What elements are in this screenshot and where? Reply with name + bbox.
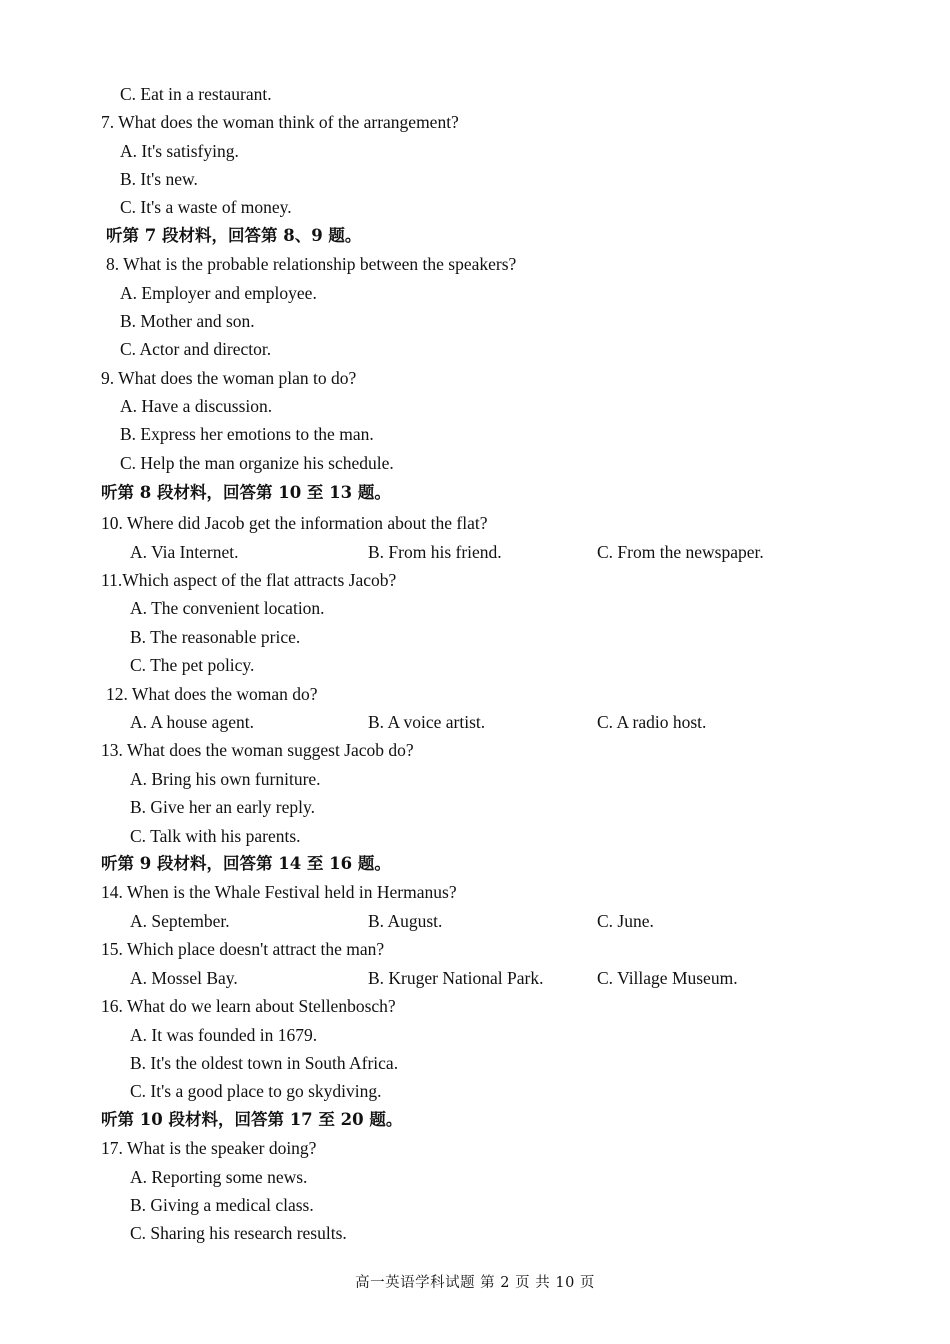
q7-option-c: C. It's a waste of money.	[120, 197, 292, 217]
section-heading-9: 听第 9 段材料，回答第 14 至 16 题。	[101, 854, 391, 873]
q13-option-b: B. Give her an early reply.	[130, 797, 315, 817]
q14-option-b: B. August.	[368, 911, 443, 931]
q12-option-a: A. A house agent.	[130, 712, 254, 732]
q16-option-c: C. It's a good place to go skydiving.	[130, 1081, 382, 1101]
q12-option-b: B. A voice artist.	[368, 712, 486, 732]
q11-question: 11.Which aspect of the flat attracts Jacob?	[101, 570, 397, 590]
q12-option-c: C. A radio host.	[597, 712, 707, 732]
section-heading-10: 听第 10 段材料，回答第 17 至 20 题。	[101, 1110, 403, 1129]
q15-option-a: A. Mossel Bay.	[130, 968, 238, 988]
q15-question: 15. Which place doesn't attract the man?	[101, 939, 385, 959]
q9-option-b: B. Express her emotions to the man.	[120, 424, 374, 444]
q15-option-b: B. Kruger National Park.	[368, 968, 544, 988]
q16-option-a: A. It was founded in 1679.	[130, 1025, 318, 1045]
q17-question: 17. What is the speaker doing?	[101, 1138, 317, 1158]
q6-option-c: C. Eat in a restaurant.	[120, 84, 272, 104]
q11-option-b: B. The reasonable price.	[130, 627, 301, 647]
q14-question: 14. When is the Whale Festival held in Hermanus?	[101, 882, 457, 902]
q10-option-c: C. From the newspaper.	[597, 542, 764, 562]
q8-option-b: B. Mother and son.	[120, 311, 255, 331]
q12-question: 12. What does the woman do?	[106, 684, 318, 704]
q13-option-a: A. Bring his own furniture.	[130, 769, 321, 789]
q10-question: 10. Where did Jacob get the information about the flat?	[101, 513, 488, 533]
q7-option-a: A. It's satisfying.	[120, 141, 239, 161]
q8-question: 8. What is the probable relationship between the speakers?	[106, 254, 517, 274]
q7-question: 7. What does the woman think of the arrangement?	[101, 112, 459, 132]
q11-option-c: C. The pet policy.	[130, 655, 255, 675]
q9-question: 9. What does the woman plan to do?	[101, 368, 357, 388]
page-footer: 高一英语学科试题 第 2 页 共 10 页	[355, 1275, 595, 1291]
q9-option-a: A. Have a discussion.	[120, 396, 273, 416]
q14-option-a: A. September.	[130, 911, 230, 931]
q16-question: 16. What do we learn about Stellenbosch?	[101, 996, 396, 1016]
q13-option-c: C. Talk with his parents.	[130, 826, 301, 846]
q13-question: 13. What does the woman suggest Jacob do?	[101, 740, 414, 760]
q17-option-b: B. Giving a medical class.	[130, 1195, 314, 1215]
q7-option-b: B. It's new.	[120, 169, 198, 189]
q8-option-a: A. Employer and employee.	[120, 283, 317, 303]
section-heading-7: 听第 7 段材料，回答第 8、9 题。	[106, 226, 362, 245]
section-heading-8: 听第 8 段材料，回答第 10 至 13 题。	[101, 483, 391, 502]
q10-option-b: B. From his friend.	[368, 542, 502, 562]
q9-option-c: C. Help the man organize his schedule.	[120, 453, 394, 473]
q8-option-c: C. Actor and director.	[120, 339, 272, 359]
q15-option-c: C. Village Museum.	[597, 968, 738, 988]
q11-option-a: A. The convenient location.	[130, 598, 325, 618]
q17-option-a: A. Reporting some news.	[130, 1167, 308, 1187]
q14-option-c: C. June.	[597, 911, 654, 931]
q16-option-b: B. It's the oldest town in South Africa.	[130, 1053, 399, 1073]
q17-option-c: C. Sharing his research results.	[130, 1223, 347, 1243]
q10-option-a: A. Via Internet.	[130, 542, 239, 562]
